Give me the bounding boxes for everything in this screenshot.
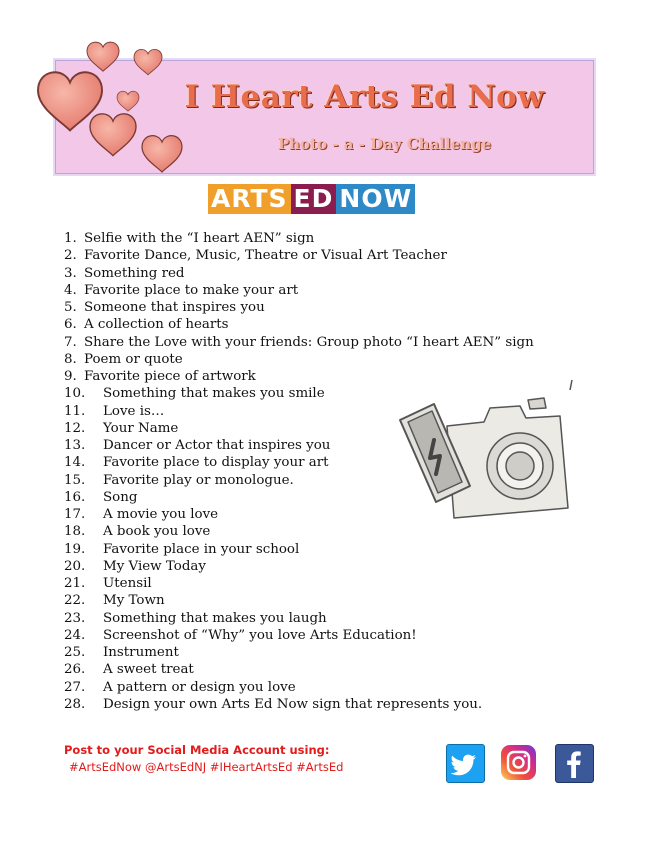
banner-subtitle: Photo - a - Day Challenge (277, 135, 492, 153)
list-item-number: 17. (64, 507, 86, 522)
list-item-number: 20. (64, 558, 86, 574)
list-item-text: A pattern or design you love (103, 679, 296, 695)
list-item-text: Something that makes you laugh (103, 610, 327, 626)
list-item-text: Screenshot of “Why” you love Arts Education! (103, 627, 417, 643)
list-item-text: My View Today (103, 558, 206, 574)
list-item-text: Favorite Dance, Music, Theatre or Visual Art Teacher (84, 248, 447, 264)
list-item-number: 26. (64, 662, 86, 678)
list-item-text: Design your own Arts Ed Now sign that represents you. (103, 696, 483, 712)
list-item-number: 19. (64, 541, 86, 557)
list-item-number: 14. (64, 455, 86, 471)
list-item (64, 541, 534, 558)
list-item (64, 644, 534, 661)
list-item (64, 316, 534, 333)
list-item-number: 15. (64, 472, 86, 488)
list-item (64, 351, 534, 368)
list-item-text: Favorite piece of artwork (84, 369, 256, 384)
facebook-icon[interactable] (555, 744, 594, 783)
list-item (64, 661, 534, 678)
camera-phone-icon (392, 378, 574, 528)
list-item-number: 12. (64, 420, 86, 436)
list-item-text: A movie you love (103, 507, 219, 522)
list-item-number: 18. (64, 524, 86, 540)
twitter-icon[interactable] (446, 744, 485, 783)
list-item-number: 9. (64, 369, 77, 384)
list-item-text: My Town (103, 593, 165, 609)
list-item-text: Favorite play or monologue. (103, 472, 294, 488)
list-item (64, 610, 534, 627)
list-item (64, 696, 534, 713)
list-item (64, 265, 534, 282)
list-item (64, 334, 534, 351)
list-item-number: 4. (64, 282, 77, 298)
list-item-number: 16. (64, 489, 86, 505)
list-item-text: Favorite place in your school (103, 541, 300, 557)
list-item-number: 6. (64, 317, 77, 333)
list-item-text: Dancer or Actor that inspires you (103, 438, 331, 453)
list-item-number: 5. (64, 300, 77, 315)
list-item-number: 7. (64, 334, 77, 350)
list-item-number: 3. (64, 265, 77, 281)
list-item-text: A book you love (103, 524, 211, 540)
list-item (64, 558, 534, 575)
list-item-text: Selfie with the “I heart AEN” sign (84, 231, 315, 246)
list-item-number: 25. (64, 645, 86, 660)
list-item (64, 679, 534, 696)
list-item-number: 23. (64, 610, 86, 626)
list-item (64, 627, 534, 644)
list-item-number: 8. (64, 351, 77, 367)
list-item-text: Favorite place to display your art (103, 455, 329, 471)
list-item-text: Utensil (103, 576, 152, 591)
list-item-number: 13. (64, 438, 86, 453)
list-item-text: Instrument (103, 645, 179, 660)
list-item-text: Your Name (103, 420, 179, 436)
list-item-number: 27. (64, 679, 86, 695)
list-item-number: 22. (64, 593, 86, 609)
arts-ed-now-logo (208, 184, 415, 214)
logo-ed: ED (291, 184, 337, 214)
hashtags: #ArtsEdNow @ArtsEdNJ #IHeartArtsEd #ArtsEd (69, 760, 344, 774)
list-item-number: 21. (64, 576, 86, 591)
list-item (64, 230, 534, 247)
list-item-text: A sweet treat (103, 662, 194, 678)
list-item-text: Favorite place to make your art (84, 282, 299, 298)
list-item-text: Song (103, 489, 138, 505)
logo-arts: ARTS (208, 184, 291, 214)
list-item-number: 1. (64, 231, 77, 246)
list-item (64, 299, 534, 316)
list-item-number: 11. (64, 403, 86, 419)
list-item-number: 24. (64, 627, 86, 643)
list-item-number: 28. (64, 696, 86, 712)
list-item-text: Love is… (103, 403, 165, 419)
post-instructions: Post to your Social Media Account using: (64, 743, 330, 757)
list-item-text: Someone that inspires you (84, 300, 265, 315)
instagram-icon[interactable] (500, 744, 537, 781)
list-item-number: 10. (64, 386, 86, 402)
list-item (64, 592, 534, 609)
list-item-text: Something red (84, 265, 185, 281)
list-item (64, 575, 534, 592)
list-item-text: Something that makes you smile (103, 386, 325, 402)
list-item-text: Poem or quote (84, 351, 183, 367)
list-item (64, 282, 534, 299)
list-item (64, 247, 534, 264)
list-item-text: A collection of hearts (84, 317, 229, 333)
hearts-icon (0, 0, 260, 200)
logo-now: NOW (336, 184, 415, 214)
banner-title: I Heart Arts Ed Now (184, 79, 545, 115)
list-item-number: 2. (64, 248, 77, 264)
list-item-text: Share the Love with your friends: Group photo “I heart AEN” sign (84, 334, 534, 350)
